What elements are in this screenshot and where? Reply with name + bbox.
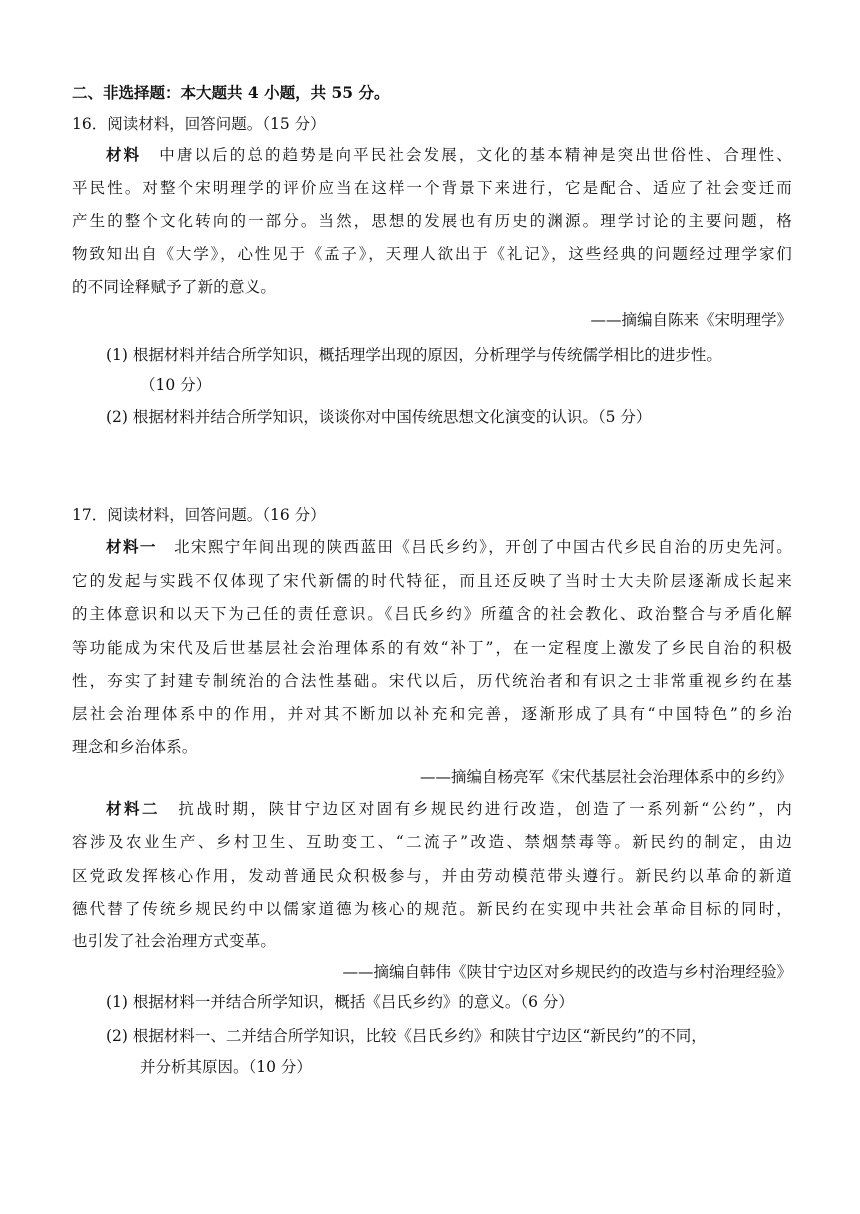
q17-material1-line-6: 层社会治理体系中的作用，并对其不断加以补充和完善，逐渐形成了具有“中国特色”的乡治	[72, 705, 792, 723]
q17-material1-line-7: 理念和乡治体系。	[72, 738, 198, 756]
q17-material1-line-4: 等功能成为宋代及后世基层社会治理体系的有效“补丁”，在一定程度上激发了乡民自治的积极	[72, 639, 792, 657]
q16-material-line-3: 产生的整个文化转向的一部分。当然，思想的发展也有历史的渊源。理学讨论的主要问题，格	[72, 212, 792, 230]
q16-sub2: (2) 根据材料并结合所学知识，谈谈你对中国传统思想文化演变的认识。（5 分）	[106, 408, 652, 426]
q17-sub1: (1) 根据材料一并结合所学知识，概括《吕氏乡约》的意义。（6 分）	[106, 993, 574, 1011]
q17-material2-line-2: 容涉及农业生产、乡村卫生、互助变工、“二流子”改造、禁烟禁毒等。新民约的制定，由边	[72, 833, 792, 851]
q17-sub2-cont: 并分析其原因。（10 分）	[140, 1058, 312, 1076]
q17-source2: ——摘编自韩伟《陕甘宁边区对乡规民约的改造与乡村治理经验》	[342, 963, 792, 981]
q17-material2-line-1: 材料二 抗战时期，陕甘宁边区对固有乡规民约进行改造，创造了一系列新“公约”，内	[106, 799, 792, 818]
q16-sub1-score: （10 分）	[140, 376, 212, 394]
q17-material1-line-3: 的主体意识和以天下为己任的责任意识。《吕氏乡约》所蕴含的社会教化、政治整合与矛盾化解	[72, 605, 792, 623]
q17-material2-label: 材料二	[106, 799, 161, 818]
q17-material2-line-5: 也引发了社会治理方式变革。	[72, 932, 277, 950]
q16-material-line-5: 的不同诠释赋予了新的意义。	[72, 278, 277, 296]
q17-title: 17．阅读材料，回答问题。（16 分）	[72, 506, 326, 524]
q17-sub2: (2) 根据材料一、二并结合所学知识，比较《吕氏乡约》和陕甘宁边区“新民约”的不同，	[106, 1027, 707, 1045]
q16-material-line-2: 平民性。对整个宋明理学的评价应当在这样一个背景下来进行，它是配合、适应了社会变迁而	[72, 179, 792, 197]
q17-material2-line-3: 区党政发挥核心作用，发动普通民众积极参与，并由劳动模范带头遵行。新民约以革命的新道	[72, 867, 792, 885]
q16-material-label: 材料	[106, 145, 142, 164]
q17-material1-line-2: 它的发起与实践不仅体现了宋代新儒的时代特征，而且还反映了当时士大夫阶层逐渐成长起来	[72, 572, 792, 590]
q17-material2-line-4: 德代替了传统乡规民约中以儒家道德为核心的规范。新民约在实现中共社会革命目标的同时，	[72, 900, 792, 918]
q16-material-line-4: 物致知出自《大学》，心性见于《孟子》，天理人欲出于《礼记》，这些经典的问题经过理学家们	[72, 245, 792, 263]
q17-material1-label: 材料一	[106, 537, 157, 556]
q16-sub1: (1) 根据材料并结合所学知识，概括理学出现的原因，分析理学与传统儒学相比的进步性。	[106, 346, 722, 364]
q16-material-line-1: 材料 中唐以后的总的趋势是向平民社会发展，文化的基本精神是突出世俗性、合理性、	[106, 145, 792, 164]
q16-source: ——摘编自陈来《宋明理学》	[590, 311, 792, 329]
q17-material1-line-5: 性，夯实了封建专制统治的合法性基础。宋代以后，历代统治者和有识之士非常重视乡约在基	[72, 672, 792, 690]
section-heading: 二、非选择题：本大题共 4 小题，共 55 分。	[72, 83, 390, 102]
q17-source1: ——摘编自杨亮军《宋代基层社会治理体系中的乡约》	[419, 768, 792, 786]
q17-material1-line-1: 材料一 北宋熙宁年间出现的陕西蓝田《吕氏乡约》，开创了中国古代乡民自治的历史先河。	[106, 537, 793, 556]
q16-title: 16．阅读材料，回答问题。（15 分）	[72, 115, 326, 133]
